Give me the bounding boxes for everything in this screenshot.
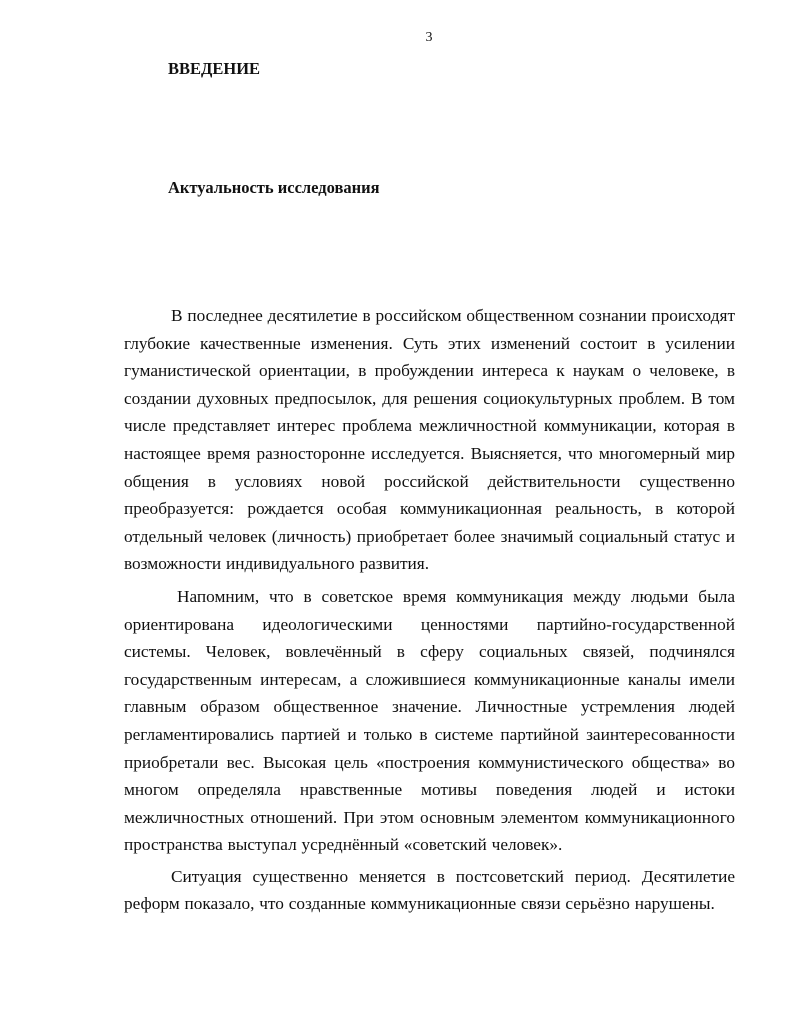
paragraph: Ситуация существенно меняется в постсоветский период. Десятилетие реформ показало, что созданные коммуникационные связи серьёзно нарушены. — [124, 866, 735, 914]
subsection-heading: Актуальность исследования — [168, 178, 380, 197]
paragraph: Напомним, что в советское время коммуникация между людьми была ориентирована идеологическими ценностями партийно-государственной системы. Человек, вовлечённый в сферу социальных связей, подчинялся государственным интересам, а сложившиеся коммуникационные каналы имели главным образом общественное значение. Личностные устремления людей регламентировались партией и только в системе партийной заинтересованности приобретали вес. Высокая цель «построения коммунистического общества» во многом определяла нравственные мотивы поведения людей и истоки межличностных отношений. При этом основным элементом коммуникационного пространства выступал усреднённый «советский человек». — [124, 586, 735, 855]
body-text — [124, 302, 735, 918]
section-heading: ВВЕДЕНИЕ — [168, 59, 261, 78]
page-number: 3 — [425, 30, 433, 45]
paragraph: В последнее десятилетие в российском общественном сознании происходят глубокие качественные изменения. Суть этих изменений состоит в усилении гуманистической ориентации, в пробуждении интереса к наукам о человеке, в создании духовных предпосылок, для решения социокультурных проблем. В том числе представляет интерес проблема межличностной коммуникации, которая в настоящее время разносторонне исследуется. Выясняется, что многомерный мир общения в условиях новой российской действительности существенно преобразуется: рождается особая коммуникационная реальность, в которой отдельный человек (личность) приобретает более значимый социальный статус и возможности индивидуального развития. — [124, 306, 735, 574]
